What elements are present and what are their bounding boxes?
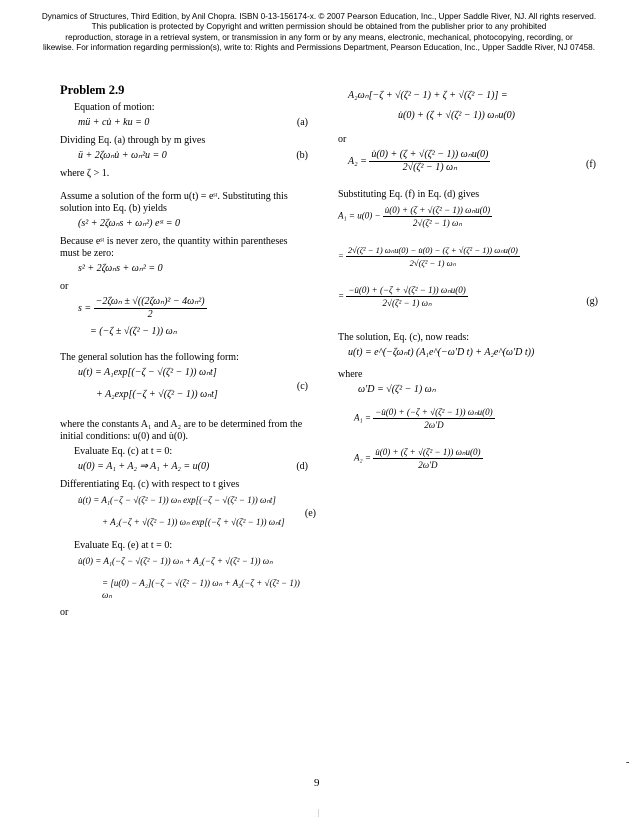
equation-e-line-1: u̇(t) = A₁(−ζ − √(ζ² − 1)) ωₙ exp[(−ζ − √(ζ² − 1)) ωₙt] xyxy=(78,495,276,505)
fraction-s-denominator: 2 xyxy=(147,309,153,320)
equation-g3: = $\frac{\text{−u̇(0) + (−ζ + √(ζ² − 1)) ωₙu(0)}}{\text{2√(ζ² − 1) ωₙ}}$ (g) xyxy=(338,285,598,308)
header-line-2: This publication is protected by Copyright and written permission should be obtained from the publisher prior to any prohibited xyxy=(91,22,547,32)
fraction-g1-numerator: u̇(0) + (ζ + √(ζ² − 1)) ωₙu(0) xyxy=(384,205,491,215)
equation-a-body: mü + cu̇ + ku = 0 xyxy=(78,117,150,128)
header-line-3: reproduction, storage in a retrieval system, or transmission in any form or by any means, electronic, mechanical, photocopying, recording, or xyxy=(65,32,573,42)
equation-substituted: (s² + 2ζωₙs + ωₙ²) eˢᵗ = 0 xyxy=(78,218,180,229)
equation-d xyxy=(60,461,308,479)
fraction-a2-denominator: 2ω′D xyxy=(418,460,438,470)
page-number: 9 xyxy=(314,777,320,789)
equation-f-lhs: A₂ = xyxy=(348,155,367,167)
text-dividing: Dividing Eq. (a) through by m gives xyxy=(60,135,206,146)
fraction-a2-numerator: u̇(0) + (ζ + √(ζ² − 1)) ωₙu(0) xyxy=(375,447,481,457)
text-solution: The solution, Eq. (c), now reads: xyxy=(338,332,470,343)
text-evaluate-c: Evaluate Eq. (c) at t = 0: xyxy=(74,446,173,457)
equation-f xyxy=(338,149,596,189)
equation-udot-zero xyxy=(60,555,308,599)
equation-s-root: s = $\frac{\text{−2ζωₙ ± √((2ζωₙ)² − 4ωₙ²)}}{2}$ xyxy=(78,296,205,320)
equation-udot-zero-line-1: u̇(0) = A₁(−ζ − √(ζ² − 1)) ωₙ + A₂(−ζ + √(ζ² − 1)) ωₙ xyxy=(78,556,273,566)
equation-solution: u(t) = e^(−ζωₙt) (A₁e^(−ω′D t) + A₂e^(ω′D t)) xyxy=(348,347,535,358)
fraction-g2-denominator: 2√(ζ² − 1) ωₙ xyxy=(409,258,456,268)
footer-tick: | xyxy=(318,808,320,817)
fraction-a2 xyxy=(373,446,482,471)
equation-b-body: ü + 2ζωₙu̇ + ωₙ²u = 0 xyxy=(78,150,167,161)
equation-tag-b: (b) xyxy=(296,150,308,161)
equation-e xyxy=(60,494,316,540)
fraction-f xyxy=(369,149,490,174)
fraction-g3-denominator: 2√(ζ² − 1) ωₙ xyxy=(382,298,432,308)
equation-tag-e: (e) xyxy=(304,508,316,519)
text-general-solution: The general solution has the following form: xyxy=(60,352,239,363)
equation-tag-f: (f) xyxy=(586,159,596,170)
problem-title: Problem 2.9 xyxy=(60,83,125,97)
text-differentiating: Differentiating Eq. (c) with respect to t gives xyxy=(60,479,240,490)
text-constants: where the constants A₁ and A₂ are to be determined from the initial conditions: u(0) and u̇(0). xyxy=(60,419,303,442)
right-column xyxy=(338,84,598,486)
equation-tag-g: (g) xyxy=(586,296,598,307)
text-where-zeta: where ζ > 1. xyxy=(60,168,110,179)
text-or-right: or xyxy=(338,134,347,145)
fraction-f-numerator: u̇(0) + (ζ + √(ζ² − 1)) ωₙu(0) xyxy=(371,149,489,160)
equation-g2: = $\frac{\text{2√(ζ² − 1) ωₙu(0) − u̇(0) − (ζ + √(ζ² − 1)) ωₙu(0)}}{\text{2√(ζ² − 1) ωₙ}}$ xyxy=(338,245,518,268)
text-because: Because eˢᵗ is never zero, the quantity within parentheses must be zero: xyxy=(60,236,288,259)
header-line-1: Dynamics of Structures, Third Edition, by Anil Chopra. ISBN 0-13-156174-x. © 2007 Pearson Education, Inc., Upper Saddle River, NJ. All rights reserved. xyxy=(41,12,597,21)
fraction-a1-numerator: −u̇(0) + (−ζ + √(ζ² − 1)) ωₙu(0) xyxy=(375,407,493,417)
equation-a1 xyxy=(338,406,578,446)
fraction-s-numerator: −2ζωₙ ± √((2ζωₙ)² − 4ωₙ²) xyxy=(95,296,205,307)
fraction-g2 xyxy=(346,244,520,269)
text-or-2: or xyxy=(60,607,69,618)
fraction-g1-denominator: 2√(ζ² − 1) ωₙ xyxy=(412,218,462,228)
text-where-right: where xyxy=(338,369,363,380)
equation-s-simplified: = (−ζ ± √(ζ² − 1)) ωₙ xyxy=(90,326,177,337)
equation-tag-d: (d) xyxy=(296,461,308,472)
equation-a1-lhs: A₁ = xyxy=(354,412,371,423)
text-equation-of-motion: Equation of motion: xyxy=(74,102,155,113)
equation-r1: A₂ωₙ[−ζ + √(ζ² − 1) + ζ + √(ζ² − 1)] = xyxy=(348,90,508,101)
fraction-f-denominator: 2√(ζ² − 1) ωₙ xyxy=(402,162,458,173)
equation-characteristic: s² + 2ζωₙs + ωₙ² = 0 xyxy=(78,263,163,274)
fraction-g3 xyxy=(346,284,467,309)
fraction-g3-numerator: −u̇(0) + (−ζ + √(ζ² − 1)) ωₙu(0) xyxy=(348,285,466,295)
equation-d-body: u(0) = A₁ + A₂ ⇒ A₁ + A₂ = u(0) xyxy=(78,461,210,472)
equation-r2: u̇(0) + (ζ + √(ζ² − 1)) ωₙu(0) xyxy=(398,110,516,121)
equation-c xyxy=(60,367,308,411)
copyright-header xyxy=(10,12,628,54)
equation-a xyxy=(60,117,308,135)
equation-a2-lhs: A₂ = xyxy=(354,452,371,463)
text-evaluate-e: Evaluate Eq. (e) at t = 0: xyxy=(74,540,173,551)
equation-b xyxy=(60,150,308,168)
equation-c-line-1: u(t) = A₁exp[(−ζ − √(ζ² − 1)) ωₙt] xyxy=(78,367,217,378)
left-column xyxy=(60,83,316,622)
fraction-g2-numerator: 2√(ζ² − 1) ωₙu(0) − u̇(0) − (ζ + √(ζ² − 1)) ωₙu(0) xyxy=(347,245,518,255)
text-substituting: Substituting Eq. (f) in Eq. (d) gives xyxy=(338,189,480,200)
equation-a2 xyxy=(338,446,578,486)
equation-omega-d: ω′D = √(ζ² − 1) ωₙ xyxy=(358,384,436,395)
equation-g1-lhs: A₁ = u(0) − xyxy=(338,210,381,221)
header-line-4: likewise. For information regarding permission(s), write to: Rights and Permissions Department, Pearson Education, Inc., Upper Saddle River, NJ 07458. xyxy=(43,43,595,53)
margin-mark: - xyxy=(626,757,630,768)
equation-tag-a: (a) xyxy=(296,117,308,128)
fraction-a1 xyxy=(373,406,494,431)
equation-g1 xyxy=(338,204,578,244)
equation-tag-c: (c) xyxy=(296,381,308,392)
fraction-g1 xyxy=(383,204,492,229)
fraction-s xyxy=(94,296,207,321)
fraction-a1-denominator: 2ω′D xyxy=(424,420,444,430)
text-or-1: or xyxy=(60,281,69,292)
text-assume: Assume a solution of the form u(t) = eˢᵗ. Substituting this solution into Eq. (b) yields xyxy=(60,191,288,214)
equation-e-line-2: + A₂(−ζ + √(ζ² − 1)) ωₙ exp[(−ζ + √(ζ² − 1)) ωₙt] xyxy=(102,517,285,527)
equation-c-line-2: + A₂exp[(−ζ + √(ζ² − 1)) ωₙt] xyxy=(96,389,218,400)
equation-udot-zero-line-2: = [u(0) − A₂](−ζ − √(ζ² − 1)) ωₙ + A₂(−ζ + √(ζ² − 1)) ωₙ xyxy=(102,578,300,600)
